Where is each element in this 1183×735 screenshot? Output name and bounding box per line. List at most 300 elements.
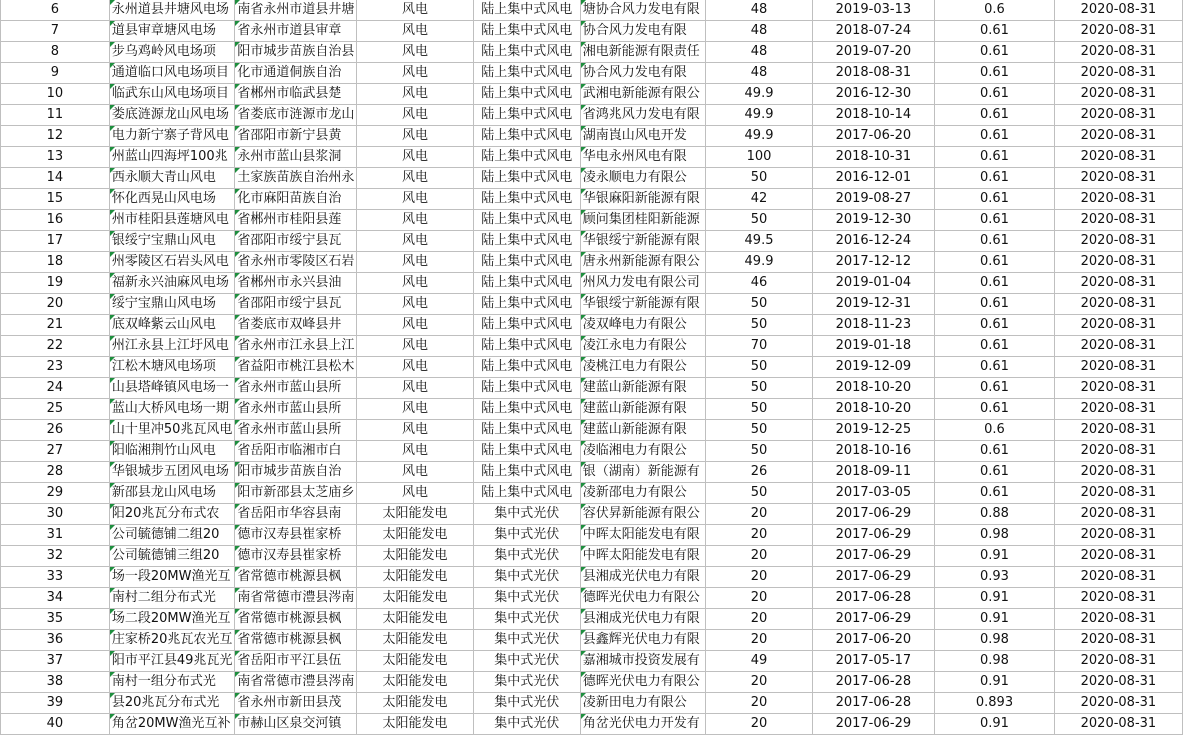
cell-location[interactable]: 土家族苗族自治州永 — [235, 168, 357, 189]
cell-project-category[interactable]: 陆上集中式风电 — [473, 357, 580, 378]
cell-row-number[interactable]: 6 — [1, 0, 110, 21]
cell-capacity[interactable]: 20 — [706, 588, 812, 609]
cell-capacity[interactable]: 48 — [706, 42, 812, 63]
cell-date[interactable]: 2017-03-05 — [812, 483, 935, 504]
cell-energy-type[interactable]: 风电 — [357, 189, 473, 210]
cell-project-category[interactable]: 陆上集中式风电 — [473, 441, 580, 462]
cell-energy-type[interactable]: 风电 — [357, 42, 473, 63]
cell-row-number[interactable]: 31 — [1, 525, 110, 546]
cell-end-date[interactable]: 2020-08-31 — [1054, 315, 1182, 336]
cell-energy-type[interactable]: 太阳能发电 — [357, 714, 473, 735]
cell-date[interactable]: 2017-12-12 — [812, 252, 935, 273]
cell-end-date[interactable]: 2020-08-31 — [1054, 546, 1182, 567]
cell-capacity[interactable]: 49.9 — [706, 105, 812, 126]
cell-energy-type[interactable]: 风电 — [357, 462, 473, 483]
cell-row-number[interactable]: 34 — [1, 588, 110, 609]
cell-location[interactable]: 省郴州市桂阳县莲 — [235, 210, 357, 231]
cell-project-name[interactable]: 南村二组分布式光 — [109, 588, 235, 609]
cell-project-name[interactable]: 公司毓德铺三组20 — [109, 546, 235, 567]
cell-row-number[interactable]: 22 — [1, 336, 110, 357]
cell-project-name[interactable]: 蓝山大桥风电场一期 — [109, 399, 235, 420]
cell-end-date[interactable]: 2020-08-31 — [1054, 273, 1182, 294]
cell-location[interactable]: 省娄底市双峰县井 — [235, 315, 357, 336]
cell-price[interactable]: 0.61 — [935, 42, 1055, 63]
cell-energy-type[interactable]: 风电 — [357, 21, 473, 42]
cell-capacity[interactable]: 20 — [706, 567, 812, 588]
cell-project-category[interactable]: 陆上集中式风电 — [473, 189, 580, 210]
cell-location[interactable]: 阳市城步苗族自治县 — [235, 42, 357, 63]
cell-energy-type[interactable]: 风电 — [357, 210, 473, 231]
cell-energy-type[interactable]: 风电 — [357, 294, 473, 315]
cell-energy-type[interactable]: 风电 — [357, 252, 473, 273]
cell-date[interactable]: 2017-06-28 — [812, 588, 935, 609]
cell-energy-type[interactable]: 风电 — [357, 378, 473, 399]
cell-price[interactable]: 0.61 — [935, 273, 1055, 294]
cell-location[interactable]: 南省永州市道县井塘 — [235, 0, 357, 21]
cell-project-category[interactable]: 陆上集中式风电 — [473, 315, 580, 336]
cell-date[interactable]: 2018-09-11 — [812, 462, 935, 483]
cell-row-number[interactable]: 28 — [1, 462, 110, 483]
cell-location[interactable]: 化市通道侗族自治 — [235, 63, 357, 84]
cell-project-category[interactable]: 陆上集中式风电 — [473, 252, 580, 273]
cell-company-name[interactable]: 角岔光伏电力开发有 — [580, 714, 706, 735]
cell-capacity[interactable]: 50 — [706, 378, 812, 399]
cell-date[interactable]: 2017-06-29 — [812, 546, 935, 567]
cell-row-number[interactable]: 30 — [1, 504, 110, 525]
cell-end-date[interactable]: 2020-08-31 — [1054, 420, 1182, 441]
cell-energy-type[interactable]: 风电 — [357, 84, 473, 105]
cell-project-category[interactable]: 陆上集中式风电 — [473, 168, 580, 189]
cell-location[interactable]: 阳市城步苗族自治 — [235, 462, 357, 483]
cell-project-category[interactable]: 集中式光伏 — [473, 588, 580, 609]
cell-end-date[interactable]: 2020-08-31 — [1054, 588, 1182, 609]
cell-project-name[interactable]: 临武东山风电场项目 — [109, 84, 235, 105]
cell-date[interactable]: 2017-06-29 — [812, 525, 935, 546]
cell-project-name[interactable]: 县20兆瓦分布式光 — [109, 693, 235, 714]
cell-project-category[interactable]: 陆上集中式风电 — [473, 126, 580, 147]
cell-energy-type[interactable]: 风电 — [357, 315, 473, 336]
cell-date[interactable]: 2017-06-20 — [812, 126, 935, 147]
cell-end-date[interactable]: 2020-08-31 — [1054, 84, 1182, 105]
cell-row-number[interactable]: 27 — [1, 441, 110, 462]
cell-date[interactable]: 2019-01-18 — [812, 336, 935, 357]
cell-price[interactable]: 0.61 — [935, 231, 1055, 252]
cell-row-number[interactable]: 10 — [1, 84, 110, 105]
cell-row-number[interactable]: 26 — [1, 420, 110, 441]
cell-project-category[interactable]: 陆上集中式风电 — [473, 105, 580, 126]
cell-price[interactable]: 0.61 — [935, 126, 1055, 147]
cell-project-name[interactable]: 银绥宁宝鼎山风电 — [109, 231, 235, 252]
cell-capacity[interactable]: 20 — [706, 693, 812, 714]
cell-end-date[interactable]: 2020-08-31 — [1054, 399, 1182, 420]
cell-project-name[interactable]: 娄底涟源龙山风电场 — [109, 105, 235, 126]
cell-capacity[interactable]: 50 — [706, 441, 812, 462]
cell-company-name[interactable]: 德晖光伏电力有限公 — [580, 672, 706, 693]
cell-row-number[interactable]: 35 — [1, 609, 110, 630]
cell-location[interactable]: 省郴州市永兴县油 — [235, 273, 357, 294]
cell-capacity[interactable]: 49.9 — [706, 252, 812, 273]
cell-company-name[interactable]: 华银绥宁新能源有限 — [580, 294, 706, 315]
cell-energy-type[interactable]: 风电 — [357, 483, 473, 504]
cell-price[interactable]: 0.893 — [935, 693, 1055, 714]
cell-company-name[interactable]: 湖南崀山风电开发 — [580, 126, 706, 147]
cell-row-number[interactable]: 13 — [1, 147, 110, 168]
cell-date[interactable]: 2019-12-31 — [812, 294, 935, 315]
cell-price[interactable]: 0.61 — [935, 399, 1055, 420]
cell-price[interactable]: 0.61 — [935, 252, 1055, 273]
cell-price[interactable]: 0.91 — [935, 609, 1055, 630]
cell-date[interactable]: 2018-10-16 — [812, 441, 935, 462]
cell-location[interactable]: 永州市蓝山县浆洞 — [235, 147, 357, 168]
cell-date[interactable]: 2017-06-29 — [812, 609, 935, 630]
cell-price[interactable]: 0.61 — [935, 84, 1055, 105]
cell-company-name[interactable]: 凌新田电力有限公 — [580, 693, 706, 714]
cell-capacity[interactable]: 70 — [706, 336, 812, 357]
cell-company-name[interactable]: 容伏昇新能源有限公 — [580, 504, 706, 525]
cell-energy-type[interactable]: 太阳能发电 — [357, 630, 473, 651]
cell-price[interactable]: 0.98 — [935, 651, 1055, 672]
cell-company-name[interactable]: 顾问集团桂阳新能源 — [580, 210, 706, 231]
cell-location[interactable]: 省岳阳市华容县南 — [235, 504, 357, 525]
cell-project-category[interactable]: 陆上集中式风电 — [473, 273, 580, 294]
cell-company-name[interactable]: 县湘成光伏电力有限 — [580, 609, 706, 630]
cell-price[interactable]: 0.61 — [935, 147, 1055, 168]
cell-price[interactable]: 0.61 — [935, 168, 1055, 189]
cell-project-name[interactable]: 福新永兴油麻风电场 — [109, 273, 235, 294]
cell-end-date[interactable]: 2020-08-31 — [1054, 126, 1182, 147]
cell-project-category[interactable]: 陆上集中式风电 — [473, 462, 580, 483]
cell-price[interactable]: 0.61 — [935, 357, 1055, 378]
cell-row-number[interactable]: 17 — [1, 231, 110, 252]
cell-end-date[interactable]: 2020-08-31 — [1054, 168, 1182, 189]
cell-project-category[interactable]: 陆上集中式风电 — [473, 483, 580, 504]
cell-company-name[interactable]: 协合风力发电有限 — [580, 63, 706, 84]
cell-end-date[interactable]: 2020-08-31 — [1054, 336, 1182, 357]
cell-energy-type[interactable]: 风电 — [357, 420, 473, 441]
cell-price[interactable]: 0.61 — [935, 462, 1055, 483]
cell-price[interactable]: 0.61 — [935, 336, 1055, 357]
cell-location[interactable]: 省永州市蓝山县所 — [235, 378, 357, 399]
cell-project-name[interactable]: 场二段20MW渔光互 — [109, 609, 235, 630]
cell-project-category[interactable]: 陆上集中式风电 — [473, 399, 580, 420]
cell-date[interactable]: 2016-12-24 — [812, 231, 935, 252]
cell-company-name[interactable]: 凌临湘电力有限公 — [580, 441, 706, 462]
cell-row-number[interactable]: 16 — [1, 210, 110, 231]
cell-end-date[interactable]: 2020-08-31 — [1054, 462, 1182, 483]
cell-project-category[interactable]: 陆上集中式风电 — [473, 210, 580, 231]
cell-project-name[interactable]: 新邵县龙山风电场 — [109, 483, 235, 504]
cell-company-name[interactable]: 华银麻阳新能源有限 — [580, 189, 706, 210]
cell-end-date[interactable]: 2020-08-31 — [1054, 357, 1182, 378]
cell-capacity[interactable]: 26 — [706, 462, 812, 483]
cell-project-name[interactable]: 通道临口风电场项目 — [109, 63, 235, 84]
cell-company-name[interactable]: 建蓝山新能源有限 — [580, 420, 706, 441]
cell-price[interactable]: 0.61 — [935, 21, 1055, 42]
cell-location[interactable]: 省永州市蓝山县所 — [235, 399, 357, 420]
cell-price[interactable]: 0.61 — [935, 315, 1055, 336]
cell-energy-type[interactable]: 风电 — [357, 273, 473, 294]
cell-row-number[interactable]: 18 — [1, 252, 110, 273]
cell-company-name[interactable]: 塘协合风力发电有限 — [580, 0, 706, 21]
cell-project-name[interactable]: 永州道县井塘风电场 — [109, 0, 235, 21]
cell-energy-type[interactable]: 风电 — [357, 168, 473, 189]
cell-company-name[interactable]: 凌永顺电力有限公 — [580, 168, 706, 189]
cell-price[interactable]: 0.91 — [935, 672, 1055, 693]
cell-energy-type[interactable]: 太阳能发电 — [357, 609, 473, 630]
cell-project-category[interactable]: 集中式光伏 — [473, 546, 580, 567]
cell-location[interactable]: 省永州市新田县茂 — [235, 693, 357, 714]
cell-company-name[interactable]: 建蓝山新能源有限 — [580, 378, 706, 399]
cell-energy-type[interactable]: 风电 — [357, 441, 473, 462]
cell-end-date[interactable]: 2020-08-31 — [1054, 504, 1182, 525]
cell-project-category[interactable]: 陆上集中式风电 — [473, 84, 580, 105]
cell-date[interactable]: 2019-01-04 — [812, 273, 935, 294]
cell-project-category[interactable]: 陆上集中式风电 — [473, 42, 580, 63]
cell-date[interactable]: 2018-10-20 — [812, 378, 935, 399]
cell-row-number[interactable]: 37 — [1, 651, 110, 672]
cell-row-number[interactable]: 40 — [1, 714, 110, 735]
cell-end-date[interactable]: 2020-08-31 — [1054, 147, 1182, 168]
cell-end-date[interactable]: 2020-08-31 — [1054, 483, 1182, 504]
cell-date[interactable]: 2017-06-29 — [812, 567, 935, 588]
cell-capacity[interactable]: 49 — [706, 651, 812, 672]
cell-energy-type[interactable]: 太阳能发电 — [357, 672, 473, 693]
cell-date[interactable]: 2017-06-29 — [812, 714, 935, 735]
cell-capacity[interactable]: 46 — [706, 273, 812, 294]
cell-project-name[interactable]: 怀化西晃山风电场 — [109, 189, 235, 210]
cell-date[interactable]: 2017-06-20 — [812, 630, 935, 651]
cell-capacity[interactable]: 20 — [706, 525, 812, 546]
cell-location[interactable]: 省邵阳市绥宁县瓦 — [235, 231, 357, 252]
cell-company-name[interactable]: 武湘电新能源有限公 — [580, 84, 706, 105]
cell-energy-type[interactable]: 风电 — [357, 105, 473, 126]
cell-price[interactable]: 0.98 — [935, 525, 1055, 546]
cell-price[interactable]: 0.93 — [935, 567, 1055, 588]
cell-row-number[interactable]: 32 — [1, 546, 110, 567]
cell-row-number[interactable]: 15 — [1, 189, 110, 210]
cell-end-date[interactable]: 2020-08-31 — [1054, 42, 1182, 63]
cell-project-category[interactable]: 集中式光伏 — [473, 693, 580, 714]
cell-price[interactable]: 0.6 — [935, 420, 1055, 441]
cell-project-category[interactable]: 集中式光伏 — [473, 504, 580, 525]
cell-row-number[interactable]: 19 — [1, 273, 110, 294]
cell-project-category[interactable]: 集中式光伏 — [473, 630, 580, 651]
cell-row-number[interactable]: 7 — [1, 21, 110, 42]
cell-location[interactable]: 省常德市桃源县枫 — [235, 567, 357, 588]
cell-location[interactable]: 南省常德市澧县涔南 — [235, 588, 357, 609]
cell-location[interactable]: 德市汉寿县崔家桥 — [235, 525, 357, 546]
cell-capacity[interactable]: 50 — [706, 294, 812, 315]
cell-end-date[interactable]: 2020-08-31 — [1054, 672, 1182, 693]
cell-end-date[interactable]: 2020-08-31 — [1054, 378, 1182, 399]
cell-date[interactable]: 2019-12-09 — [812, 357, 935, 378]
cell-date[interactable]: 2018-10-31 — [812, 147, 935, 168]
cell-company-name[interactable]: 中晖太阳能发电有限 — [580, 525, 706, 546]
cell-location[interactable]: 化市麻阳苗族自治 — [235, 189, 357, 210]
cell-location[interactable]: 省永州市蓝山县所 — [235, 420, 357, 441]
cell-project-name[interactable]: 州江永县上江圩风电 — [109, 336, 235, 357]
cell-company-name[interactable]: 凌新邵电力有限公 — [580, 483, 706, 504]
cell-company-name[interactable]: 协合风力发电有限 — [580, 21, 706, 42]
cell-end-date[interactable]: 2020-08-31 — [1054, 63, 1182, 84]
cell-project-name[interactable]: 州零陵区石岩头风电 — [109, 252, 235, 273]
cell-row-number[interactable]: 39 — [1, 693, 110, 714]
cell-row-number[interactable]: 20 — [1, 294, 110, 315]
cell-project-name[interactable]: 阳20兆瓦分布式农 — [109, 504, 235, 525]
cell-date[interactable]: 2018-11-23 — [812, 315, 935, 336]
cell-date[interactable]: 2016-12-01 — [812, 168, 935, 189]
cell-row-number[interactable]: 23 — [1, 357, 110, 378]
cell-end-date[interactable]: 2020-08-31 — [1054, 525, 1182, 546]
cell-row-number[interactable]: 36 — [1, 630, 110, 651]
cell-end-date[interactable]: 2020-08-31 — [1054, 651, 1182, 672]
cell-project-name[interactable]: 电力新宁寨子背风电 — [109, 126, 235, 147]
cell-company-name[interactable]: 湘电新能源有限责任 — [580, 42, 706, 63]
cell-capacity[interactable]: 49.9 — [706, 84, 812, 105]
cell-energy-type[interactable]: 风电 — [357, 231, 473, 252]
cell-project-name[interactable]: 绥宁宝鼎山风电场 — [109, 294, 235, 315]
cell-energy-type[interactable]: 太阳能发电 — [357, 504, 473, 525]
cell-capacity[interactable]: 20 — [706, 672, 812, 693]
cell-row-number[interactable]: 29 — [1, 483, 110, 504]
cell-project-name[interactable]: 角岔20MW渔光互补 — [109, 714, 235, 735]
cell-price[interactable]: 0.61 — [935, 378, 1055, 399]
cell-location[interactable]: 省娄底市涟源市龙山 — [235, 105, 357, 126]
cell-capacity[interactable]: 50 — [706, 315, 812, 336]
cell-row-number[interactable]: 8 — [1, 42, 110, 63]
cell-project-name[interactable]: 阳市平江县49兆瓦光 — [109, 651, 235, 672]
cell-date[interactable]: 2017-06-28 — [812, 693, 935, 714]
cell-energy-type[interactable]: 风电 — [357, 147, 473, 168]
cell-energy-type[interactable]: 风电 — [357, 63, 473, 84]
cell-project-category[interactable]: 集中式光伏 — [473, 525, 580, 546]
cell-location[interactable]: 省益阳市桃江县松木 — [235, 357, 357, 378]
cell-date[interactable]: 2017-05-17 — [812, 651, 935, 672]
cell-energy-type[interactable]: 太阳能发电 — [357, 693, 473, 714]
cell-capacity[interactable]: 100 — [706, 147, 812, 168]
cell-energy-type[interactable]: 风电 — [357, 336, 473, 357]
cell-company-name[interactable]: 唐永州新能源有限公 — [580, 252, 706, 273]
cell-price[interactable]: 0.61 — [935, 105, 1055, 126]
cell-location[interactable]: 省岳阳市平江县伍 — [235, 651, 357, 672]
cell-capacity[interactable]: 50 — [706, 399, 812, 420]
cell-date[interactable]: 2018-07-24 — [812, 21, 935, 42]
cell-location[interactable]: 省邵阳市新宁县黄 — [235, 126, 357, 147]
cell-project-category[interactable]: 陆上集中式风电 — [473, 21, 580, 42]
cell-project-name[interactable]: 阳临湘荆竹山风电 — [109, 441, 235, 462]
cell-capacity[interactable]: 48 — [706, 63, 812, 84]
cell-company-name[interactable]: 中晖太阳能发电有限 — [580, 546, 706, 567]
cell-project-name[interactable]: 步乌鸡岭风电场项 — [109, 42, 235, 63]
cell-company-name[interactable]: 县鑫辉光伏电力有限 — [580, 630, 706, 651]
cell-capacity[interactable]: 48 — [706, 21, 812, 42]
cell-project-name[interactable]: 山县塔峰镇风电场一 — [109, 378, 235, 399]
cell-date[interactable]: 2017-06-29 — [812, 504, 935, 525]
cell-row-number[interactable]: 24 — [1, 378, 110, 399]
cell-date[interactable]: 2019-03-13 — [812, 0, 935, 21]
cell-company-name[interactable]: 华银绥宁新能源有限 — [580, 231, 706, 252]
cell-location[interactable]: 省永州市江永县上江 — [235, 336, 357, 357]
cell-date[interactable]: 2016-12-30 — [812, 84, 935, 105]
cell-capacity[interactable]: 50 — [706, 168, 812, 189]
cell-date[interactable]: 2017-06-28 — [812, 672, 935, 693]
cell-end-date[interactable]: 2020-08-31 — [1054, 294, 1182, 315]
cell-project-name[interactable]: 南村一组分布式光 — [109, 672, 235, 693]
cell-project-category[interactable]: 陆上集中式风电 — [473, 420, 580, 441]
cell-price[interactable]: 0.61 — [935, 294, 1055, 315]
cell-location[interactable]: 省永州市道县审章 — [235, 21, 357, 42]
cell-end-date[interactable]: 2020-08-31 — [1054, 714, 1182, 735]
cell-capacity[interactable]: 20 — [706, 546, 812, 567]
cell-location[interactable]: 省常德市桃源县枫 — [235, 609, 357, 630]
cell-company-name[interactable]: 嘉湘城市投资发展有 — [580, 651, 706, 672]
cell-project-category[interactable]: 陆上集中式风电 — [473, 336, 580, 357]
cell-project-category[interactable]: 集中式光伏 — [473, 672, 580, 693]
cell-energy-type[interactable]: 风电 — [357, 0, 473, 21]
cell-date[interactable]: 2019-08-27 — [812, 189, 935, 210]
cell-project-name[interactable]: 州市桂阳县莲塘风电 — [109, 210, 235, 231]
cell-capacity[interactable]: 48 — [706, 0, 812, 21]
cell-project-name[interactable]: 道县审章塘风电场 — [109, 21, 235, 42]
cell-price[interactable]: 0.61 — [935, 63, 1055, 84]
cell-price[interactable]: 0.88 — [935, 504, 1055, 525]
cell-capacity[interactable]: 20 — [706, 630, 812, 651]
cell-end-date[interactable]: 2020-08-31 — [1054, 252, 1182, 273]
cell-end-date[interactable]: 2020-08-31 — [1054, 0, 1182, 21]
cell-project-name[interactable]: 华银城步五团风电场 — [109, 462, 235, 483]
cell-row-number[interactable]: 12 — [1, 126, 110, 147]
cell-energy-type[interactable]: 风电 — [357, 126, 473, 147]
cell-end-date[interactable]: 2020-08-31 — [1054, 231, 1182, 252]
cell-capacity[interactable]: 50 — [706, 483, 812, 504]
cell-company-name[interactable]: 州风力发电有限公司 — [580, 273, 706, 294]
cell-price[interactable]: 0.61 — [935, 189, 1055, 210]
cell-energy-type[interactable]: 太阳能发电 — [357, 525, 473, 546]
cell-end-date[interactable]: 2020-08-31 — [1054, 21, 1182, 42]
cell-project-category[interactable]: 陆上集中式风电 — [473, 378, 580, 399]
cell-energy-type[interactable]: 太阳能发电 — [357, 588, 473, 609]
cell-project-category[interactable]: 陆上集中式风电 — [473, 294, 580, 315]
cell-location[interactable]: 市赫山区泉交河镇 — [235, 714, 357, 735]
cell-capacity[interactable]: 20 — [706, 609, 812, 630]
cell-end-date[interactable]: 2020-08-31 — [1054, 693, 1182, 714]
cell-capacity[interactable]: 20 — [706, 504, 812, 525]
cell-price[interactable]: 0.6 — [935, 0, 1055, 21]
cell-project-name[interactable]: 西永顺大青山风电 — [109, 168, 235, 189]
cell-capacity[interactable]: 49.9 — [706, 126, 812, 147]
cell-price[interactable]: 0.91 — [935, 714, 1055, 735]
cell-project-name[interactable]: 场一段20MW渔光互 — [109, 567, 235, 588]
cell-capacity[interactable]: 42 — [706, 189, 812, 210]
cell-location[interactable]: 阳市新邵县太芝庙乡 — [235, 483, 357, 504]
cell-capacity[interactable]: 20 — [706, 714, 812, 735]
cell-capacity[interactable]: 50 — [706, 420, 812, 441]
cell-location[interactable]: 省郴州市临武县楚 — [235, 84, 357, 105]
cell-end-date[interactable]: 2020-08-31 — [1054, 630, 1182, 651]
cell-location[interactable]: 省永州市零陵区石岩 — [235, 252, 357, 273]
cell-company-name[interactable]: 省鸿兆风力发电有限 — [580, 105, 706, 126]
cell-date[interactable]: 2019-12-30 — [812, 210, 935, 231]
cell-date[interactable]: 2019-12-25 — [812, 420, 935, 441]
cell-company-name[interactable]: 凌江永电力有限公 — [580, 336, 706, 357]
cell-project-category[interactable]: 集中式光伏 — [473, 567, 580, 588]
cell-row-number[interactable]: 33 — [1, 567, 110, 588]
cell-project-category[interactable]: 陆上集中式风电 — [473, 147, 580, 168]
cell-project-name[interactable]: 江松木塘风电场项 — [109, 357, 235, 378]
cell-end-date[interactable]: 2020-08-31 — [1054, 105, 1182, 126]
cell-row-number[interactable]: 21 — [1, 315, 110, 336]
cell-capacity[interactable]: 49.5 — [706, 231, 812, 252]
